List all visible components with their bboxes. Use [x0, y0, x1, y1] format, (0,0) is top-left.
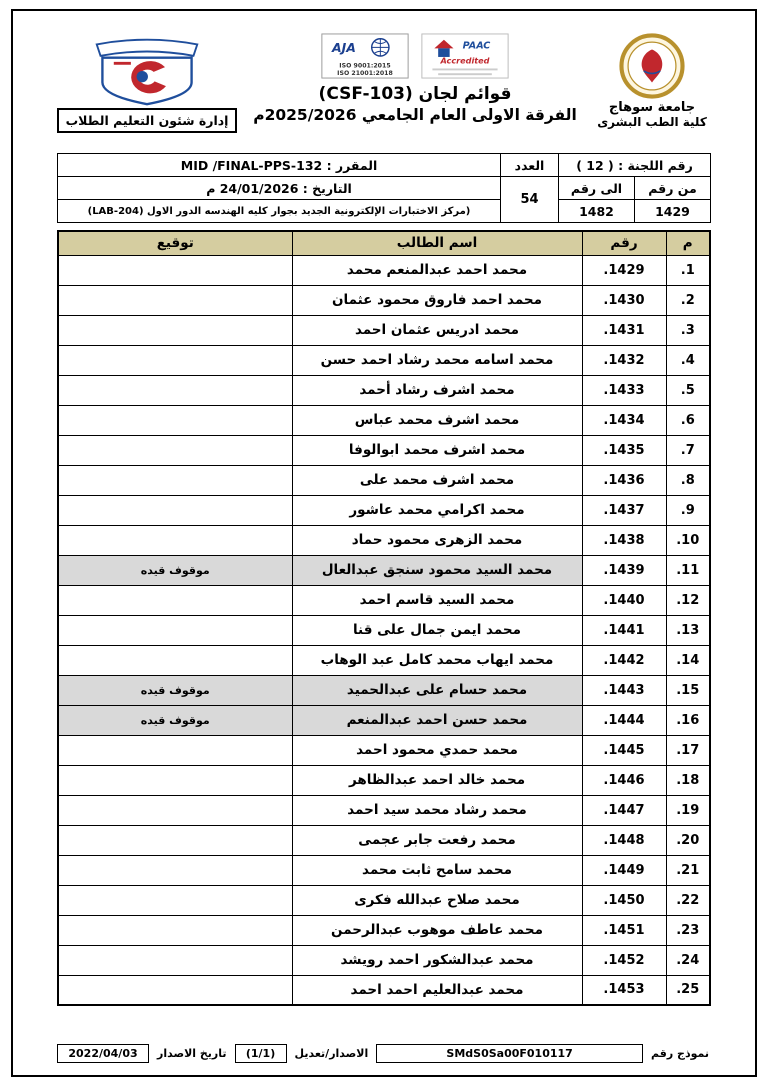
student-name-cell: محمد ادريس عثمان احمد [292, 315, 582, 345]
serial-cell: 5. [666, 375, 710, 405]
seat-number-cell: 1445. [582, 735, 666, 765]
seat-number-cell: 1453. [582, 975, 666, 1005]
seat-number-cell: 1436. [582, 465, 666, 495]
aja-name-text: AJA [331, 40, 356, 56]
issue-date-label: تاريخ الاصدار [157, 1047, 227, 1060]
seat-number-cell: 1437. [582, 495, 666, 525]
paac-accreditation-icon [420, 33, 510, 79]
student-row [58, 345, 710, 375]
student-row [58, 495, 710, 525]
signature-cell: موقوف قيده [58, 555, 292, 585]
seat-number-cell: 1446. [582, 765, 666, 795]
student-name-cell: محمد عاطف موهوب عبدالرحمن [292, 915, 582, 945]
student-name-cell: محمد اشرف محمد عباس [292, 405, 582, 435]
document-footer [57, 1038, 711, 1063]
signature-cell [58, 315, 292, 345]
student-name-cell: محمد احمد عبدالمنعم محمد [292, 255, 582, 285]
signature-cell [58, 345, 292, 375]
seat-number-cell: 1434. [582, 405, 666, 435]
seat-number-cell: 1452. [582, 945, 666, 975]
signature-cell [58, 285, 292, 315]
from-number-value: 1429 [635, 200, 711, 223]
from-number-label: من رقم [635, 177, 711, 200]
signature-cell [58, 405, 292, 435]
signature-cell [58, 525, 292, 555]
student-row [58, 675, 710, 705]
signature-cell [58, 495, 292, 525]
seat-number-cell: 1435. [582, 435, 666, 465]
student-name-cell: محمد السيد محمود سنجق عبدالعال [292, 555, 582, 585]
seat-number-cell: 1441. [582, 615, 666, 645]
admin-block [57, 33, 237, 133]
student-row [58, 405, 710, 435]
issue-date-value: 2022/04/03 [57, 1044, 149, 1063]
student-row [58, 915, 710, 945]
serial-cell: 7. [666, 435, 710, 465]
signature-cell [58, 435, 292, 465]
revision-value: (1/1) [235, 1044, 287, 1063]
student-name-cell: محمد اشرف محمد على [292, 465, 582, 495]
header-number: رقم [582, 231, 666, 255]
serial-cell: 22. [666, 885, 710, 915]
signature-cell [58, 585, 292, 615]
student-name-cell: محمد عبدالعليم احمد احمد [292, 975, 582, 1005]
seat-number-cell: 1442. [582, 645, 666, 675]
serial-cell: 16. [666, 705, 710, 735]
signature-cell [58, 945, 292, 975]
serial-cell: 17. [666, 735, 710, 765]
signature-cell [58, 975, 292, 1005]
serial-cell: 14. [666, 645, 710, 675]
serial-cell: 3. [666, 315, 710, 345]
signature-cell: موقوف قيده [58, 705, 292, 735]
serial-cell: 18. [666, 765, 710, 795]
aja-iso-certification-icon [320, 33, 410, 79]
signature-cell [58, 255, 292, 285]
signature-cell [58, 375, 292, 405]
serial-cell: 24. [666, 945, 710, 975]
student-name-cell: محمد حمدي محمود احمد [292, 735, 582, 765]
signature-cell [58, 765, 292, 795]
seat-number-cell: 1444. [582, 705, 666, 735]
student-name-cell: محمد سامح ثابت محمد [292, 855, 582, 885]
student-row [58, 645, 710, 675]
seat-number-cell: 1440. [582, 585, 666, 615]
paac-caption-text: Accredited [440, 55, 490, 66]
serial-cell: 6. [666, 405, 710, 435]
student-row [58, 525, 710, 555]
course-name: المقرر : MID /FINAL-PPS-132 [58, 154, 501, 177]
seat-number-cell: 1449. [582, 855, 666, 885]
student-row [58, 825, 710, 855]
seat-number-cell: 1451. [582, 915, 666, 945]
sohag-university-emblem-icon [619, 33, 685, 99]
admin-department-label: إدارة شئون التعليم الطلاب [57, 108, 237, 133]
student-name-cell: محمد اسامه محمد رشاد احمد حسن [292, 345, 582, 375]
students-table [57, 230, 711, 1006]
serial-cell: 15. [666, 675, 710, 705]
student-name-cell: محمد عبدالشكور احمد رويشد [292, 945, 582, 975]
student-row [58, 705, 710, 735]
signature-cell [58, 825, 292, 855]
signature-cell [58, 915, 292, 945]
student-row [58, 735, 710, 765]
signature-cell [58, 465, 292, 495]
student-name-cell: محمد رفعت جابر عجمى [292, 825, 582, 855]
signature-cell [58, 885, 292, 915]
student-name-cell: محمد اكرامي محمد عاشور [292, 495, 582, 525]
signature-cell: موقوف قيده [58, 675, 292, 705]
serial-cell: 13. [666, 615, 710, 645]
serial-cell: 23. [666, 915, 710, 945]
student-row [58, 765, 710, 795]
info-row [58, 200, 711, 223]
student-row [58, 375, 710, 405]
serial-cell: 25. [666, 975, 710, 1005]
revision-label: الاصدار/تعديل [294, 1047, 369, 1060]
student-row [58, 555, 710, 585]
students-table-body [58, 255, 710, 1005]
committee-number: رقم اللجنة : ( 12 ) [559, 154, 711, 177]
document-title: قوائم لجان (CSF-103) [318, 84, 512, 104]
header-serial: م [666, 231, 710, 255]
seat-number-cell: 1433. [582, 375, 666, 405]
student-name-cell: محمد ايهاب محمد كامل عبد الوهاب [292, 645, 582, 675]
student-row [58, 435, 710, 465]
seat-number-cell: 1443. [582, 675, 666, 705]
paac-name-text: PAAC [462, 40, 491, 52]
student-name-cell: محمد خالد احمد عبدالظاهر [292, 765, 582, 795]
student-name-cell: محمد صلاح عبدالله فكرى [292, 885, 582, 915]
seat-number-cell: 1447. [582, 795, 666, 825]
serial-cell: 10. [666, 525, 710, 555]
seat-number-cell: 1448. [582, 825, 666, 855]
student-name-cell: محمد احمد فاروق محمود عثمان [292, 285, 582, 315]
document-subtitle: الفرقة الاولى العام الجامعي 2025/2026م [253, 106, 577, 124]
student-name-cell: محمد ايمن جمال على قنا [292, 615, 582, 645]
student-name-cell: محمد السيد قاسم احمد [292, 585, 582, 615]
student-name-cell: محمد رشاد محمد سيد احمد [292, 795, 582, 825]
student-name-cell: محمد الزهرى محمود حماد [292, 525, 582, 555]
seat-number-cell: 1429. [582, 255, 666, 285]
header-student-name: اسم الطالب [292, 231, 582, 255]
student-row [58, 795, 710, 825]
seat-number-cell: 1430. [582, 285, 666, 315]
info-row [58, 154, 711, 177]
serial-cell: 2. [666, 285, 710, 315]
serial-cell: 11. [666, 555, 710, 585]
signature-cell [58, 735, 292, 765]
student-name-cell: محمد حسن احمد عبدالمنعم [292, 705, 582, 735]
student-row [58, 855, 710, 885]
students-table-header-row [58, 231, 710, 255]
accreditation-logos [245, 33, 585, 81]
serial-cell: 20. [666, 825, 710, 855]
serial-cell: 12. [666, 585, 710, 615]
student-name-cell: محمد اشرف محمد ابوالوفا [292, 435, 582, 465]
document-header [57, 33, 711, 147]
signature-cell [58, 645, 292, 675]
education-affairs-crest-icon [83, 33, 211, 107]
seat-number-cell: 1432. [582, 345, 666, 375]
exam-venue: (مركز الاختبارات الإلكترونية الجديد بجوار كليه الهندسه الدور الاول (LAB-204) [58, 200, 501, 223]
serial-cell: 8. [666, 465, 710, 495]
page-frame [11, 9, 757, 1077]
signature-cell [58, 855, 292, 885]
seat-number-cell: 1438. [582, 525, 666, 555]
signature-cell [58, 795, 292, 825]
header-signature: توقيع [58, 231, 292, 255]
student-name-cell: محمد اشرف رشاد أحمد [292, 375, 582, 405]
serial-cell: 21. [666, 855, 710, 885]
student-row [58, 615, 710, 645]
form-number-label: نموذج رقم [651, 1047, 709, 1060]
student-row [58, 285, 710, 315]
student-row [58, 465, 710, 495]
form-number-value: SMdS0Sa00F010117 [376, 1044, 643, 1063]
university-block [593, 33, 711, 129]
seat-number-cell: 1431. [582, 315, 666, 345]
student-row [58, 585, 710, 615]
count-value: 54 [501, 177, 559, 223]
university-name: جامعة سوهاج [608, 100, 696, 115]
to-number-label: الى رقم [559, 177, 635, 200]
count-label: العدد [501, 154, 559, 177]
student-row [58, 885, 710, 915]
exam-date: التاريخ : 24/01/2026 م [58, 177, 501, 200]
title-block [237, 33, 593, 124]
info-row [58, 177, 711, 200]
student-row [58, 255, 710, 285]
student-row [58, 945, 710, 975]
serial-cell: 9. [666, 495, 710, 525]
aja-iso1-text: ISO 9001:2015 [339, 62, 391, 70]
seat-number-cell: 1439. [582, 555, 666, 585]
faculty-name: كلية الطب البشرى [597, 115, 707, 129]
student-row [58, 315, 710, 345]
serial-cell: 4. [666, 345, 710, 375]
exam-info-table [57, 153, 711, 223]
signature-cell [58, 615, 292, 645]
serial-cell: 19. [666, 795, 710, 825]
serial-cell: 1. [666, 255, 710, 285]
aja-iso2-text: ISO 21001:2018 [337, 70, 393, 78]
student-name-cell: محمد حسام على عبدالحميد [292, 675, 582, 705]
to-number-value: 1482 [559, 200, 635, 223]
student-row [58, 975, 710, 1005]
seat-number-cell: 1450. [582, 885, 666, 915]
